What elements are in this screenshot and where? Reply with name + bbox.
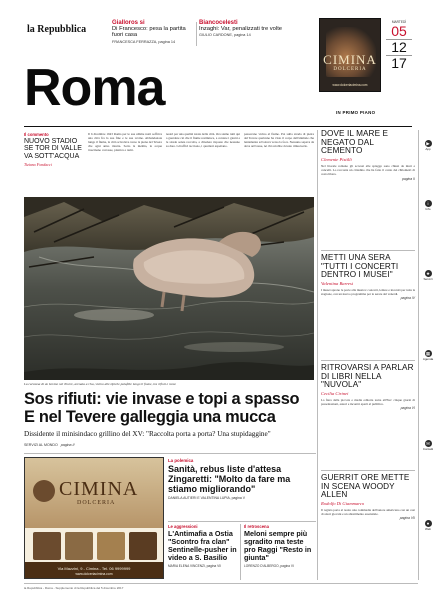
ad-brand: CIMINA bbox=[59, 478, 139, 500]
main-subhead: Dissidente il minisindaco grillino del XV: "Raccolta porta a porta? Una stupidaggine" bbox=[24, 430, 271, 438]
bottom-story-1[interactable] bbox=[168, 524, 238, 568]
column-divider bbox=[317, 130, 318, 580]
section-rule bbox=[321, 470, 415, 471]
right-story-body: La fiera della piccola e media editoria torna all'Eur: cinque giorni di presentazioni, autori e incontri aperti al pubblico. bbox=[321, 398, 415, 407]
footer-text: la Repubblica - Roma - Supplemento di la Repubblica del 5 dicembre 2017 bbox=[24, 586, 124, 590]
brand-logo: la Repubblica bbox=[27, 24, 87, 35]
right-story-headline: GUERRIT ORE METTE IN SCENA WOODY ALLEN bbox=[321, 473, 410, 500]
left-story-headline: NUOVO STADIO SE TOR DI VALLE VA SOTT'ACQUA bbox=[24, 138, 82, 160]
sidebar-item-app[interactable] bbox=[420, 140, 436, 152]
sidebar-label: Contatti bbox=[422, 447, 434, 451]
product-box bbox=[65, 532, 93, 560]
right-story-body: I musei aprono le porte alla musica: concerti, letture e incontri per tutta la stagione, con un nuovo programma per le serate del venerdì. bbox=[321, 288, 415, 297]
date-block bbox=[386, 20, 412, 71]
chestnut-icon bbox=[33, 480, 55, 502]
main-byline bbox=[24, 443, 75, 447]
right-story-body: Nel litorale romano gli accessi alle spiagge sono chiusi da muri e cancelli. Lo racconta un cittadino che ha fatto il conto dei chilometri di costa libera. bbox=[321, 164, 415, 177]
date-weekday: MARTEDÌ bbox=[391, 20, 407, 24]
mail-icon: ✉ bbox=[426, 441, 430, 446]
bottom-story-2[interactable] bbox=[244, 524, 316, 568]
feature-kicker: La polemica bbox=[168, 458, 194, 463]
top-ad[interactable] bbox=[319, 18, 381, 92]
bottom-feature[interactable] bbox=[168, 458, 316, 500]
right-story-author: Rodolfo Di Giammarco bbox=[321, 501, 365, 507]
ad-subtitle: DOLCERIA bbox=[77, 500, 116, 506]
section-rule bbox=[321, 360, 415, 361]
bottom-left-ad[interactable] bbox=[24, 457, 164, 579]
date-year: 17 bbox=[391, 55, 407, 71]
teaser-headline: Inzaghi: Var, penalizzati tre volte bbox=[199, 26, 283, 32]
right-story-author: Cecilia Cirinei bbox=[321, 391, 349, 397]
sidebar-label: Info bbox=[425, 207, 431, 211]
right-story-page: pagina VII bbox=[399, 516, 415, 521]
sidebar-item-web[interactable] bbox=[420, 520, 436, 532]
star-icon: ★ bbox=[425, 271, 431, 276]
in-primo-piano-label: IN PRIMO PIANO bbox=[336, 110, 376, 115]
right-story-author: Clemente Pistilli bbox=[321, 157, 352, 163]
sidebar-label: Web bbox=[424, 527, 432, 531]
story-author: LORENZO D'ALBERGO, pagina VI bbox=[244, 564, 294, 568]
sidebar-item-contatti[interactable] bbox=[420, 440, 436, 452]
divider bbox=[196, 22, 197, 46]
story-headline: Meloni sempre più sgradito ma teste pro Raggi "Resto in giunta" bbox=[244, 529, 312, 562]
feature-author: DANIELA AUTIERI E VALENTINA LUPIA, pagina V bbox=[168, 496, 246, 500]
body-column-3: passavano vicino al fiume. Poi sulla strada di pietra del Tevere qualcuno ha visto il corpo dell'animale che lentamente scivolava verso la foce. Nessuno sapeva da dove arrivasse, né chi avrebbe dovuto rimuoverlo. bbox=[244, 132, 314, 149]
feature-headline: Sanità, rebus liste d'attesa Zingaretti: "Molto da fare ma stiamo migliorando" bbox=[168, 464, 291, 494]
teaser-headline: Di Francesco: pesa la partita fuori casa bbox=[112, 26, 186, 39]
right-story-headline: DOVE IL MARE E NEGATO DAL CEMENTO bbox=[321, 129, 389, 156]
right-story-page: pagina II bbox=[401, 176, 415, 181]
left-story[interactable] bbox=[24, 132, 82, 167]
ad-brand: CIMINA bbox=[323, 52, 377, 67]
play-icon: ▶ bbox=[426, 141, 430, 146]
sidebar-label: Servizi bbox=[423, 277, 433, 281]
right-story-2[interactable] bbox=[321, 254, 415, 300]
teaser-author: GIULIO CARDONE, pagina 14 bbox=[199, 33, 251, 38]
column-divider bbox=[240, 524, 241, 580]
story-author: MARIA ELENA VINCENZI, pagina VII bbox=[168, 564, 221, 568]
masthead-rule bbox=[24, 126, 412, 127]
left-story-kicker: Il commento bbox=[24, 132, 49, 137]
ad-subtitle: DOLCERIA bbox=[333, 67, 367, 72]
top-teaser-2[interactable] bbox=[199, 20, 311, 37]
info-icon: i bbox=[425, 200, 432, 207]
sidebar-item-servizi[interactable] bbox=[420, 270, 436, 282]
byline-author: SERVIZI AL MONDO bbox=[24, 443, 58, 447]
section-rule bbox=[168, 521, 316, 522]
sidebar-label: Agenda bbox=[422, 357, 434, 361]
date-month: 12 bbox=[386, 39, 412, 56]
ad-url: www.dolceriacimina.com bbox=[75, 572, 113, 576]
sidebar-item-info[interactable] bbox=[420, 200, 436, 212]
product-box bbox=[129, 532, 157, 560]
product-row bbox=[33, 532, 157, 560]
left-story-author: Tiziano Fondacci bbox=[24, 162, 52, 168]
body-column-2: nostri per una qualità totale della città. Ora siamo tutti qui a guardare ciò che il fiume restituisce, a contare i giorni e le strade senza raccolta, a chiedere risposte che nessuno sa dare. Gli uffici tacciono, i quartieri aspettano. bbox=[166, 132, 240, 149]
footer-rule bbox=[24, 583, 418, 584]
right-story-4[interactable] bbox=[321, 474, 415, 520]
right-story-headline: METTI UNA SERA "TUTTI I CONCERTI DENTRO I MUSEI" bbox=[321, 253, 399, 280]
sidebar-label: App bbox=[425, 147, 431, 151]
right-story-3[interactable] bbox=[321, 364, 415, 410]
calendar-icon: ▦ bbox=[425, 351, 431, 356]
right-story-author: Valentina Barresi bbox=[321, 281, 354, 287]
section-rule bbox=[321, 250, 415, 251]
byline-page: pagina II bbox=[60, 443, 75, 447]
story-headline: L'Antimafia a Ostia "Scontro fra clan" Sentinelle-pusher in video a S. Basilio bbox=[168, 529, 237, 562]
city-title: Roma bbox=[24, 59, 165, 117]
right-story-headline: RITROVARSI A PARLAR DI LIBRI NELLA "NUVOLA" bbox=[321, 363, 414, 390]
main-headline-2: E nel Tevere galleggia una mucca bbox=[24, 408, 276, 426]
right-story-body: Il regista porta al teatro una commedia dell'autore americano con un cast di attori giovani e un allestimento essenziale. bbox=[321, 508, 415, 517]
ad-address: Via Mazzini, 9 - Cimina - Tel. 06 9999999 bbox=[57, 566, 131, 571]
teaser-kicker: Biancocelesti bbox=[199, 20, 238, 26]
right-story-page: pagina VI bbox=[400, 406, 415, 411]
right-story-page: pagina IV bbox=[400, 296, 415, 301]
story-kicker: Il retroscena bbox=[244, 524, 269, 529]
teaser-kicker: Gialloros si bbox=[112, 20, 145, 26]
body-column-1: Il 6 dicembre 1943 Roma per le sue ultime notti soffriva una città fra la sua fine e le sue rovine. Abbandonata lungo il fiume, la città scivolava verso la piena del Tevere che ogni anno ritorna. Sotto la melma, le acque trascinano carcasse, plastica e rami. bbox=[88, 132, 162, 153]
date-day: 05 bbox=[391, 23, 407, 39]
top-teaser-1[interactable] bbox=[112, 20, 194, 44]
story-kicker: Le aggressioni bbox=[168, 524, 198, 529]
section-rule bbox=[24, 453, 316, 454]
ad-url: www.dolceriacimina.com bbox=[332, 83, 368, 87]
main-headline-1: Sos rifiuti: vie invase e topi a spasso bbox=[24, 390, 300, 408]
globe-icon: ● bbox=[425, 520, 432, 527]
teaser-author: FRANCESCA FERRAZZA, pagina 14 bbox=[112, 39, 176, 44]
river-cow-illustration bbox=[24, 197, 314, 380]
right-story-1[interactable] bbox=[321, 130, 415, 181]
sidebar-item-agenda[interactable] bbox=[420, 350, 436, 362]
sidebar-divider bbox=[418, 130, 419, 580]
product-box bbox=[97, 532, 125, 560]
photo-caption: La carcassa di un bovino nel Tevere, arenata a riva, vicino alle tipiche palafitte lungo il fiume, tra rifiuti e rami. bbox=[24, 382, 177, 386]
main-photo bbox=[24, 197, 314, 380]
product-box bbox=[33, 532, 61, 560]
